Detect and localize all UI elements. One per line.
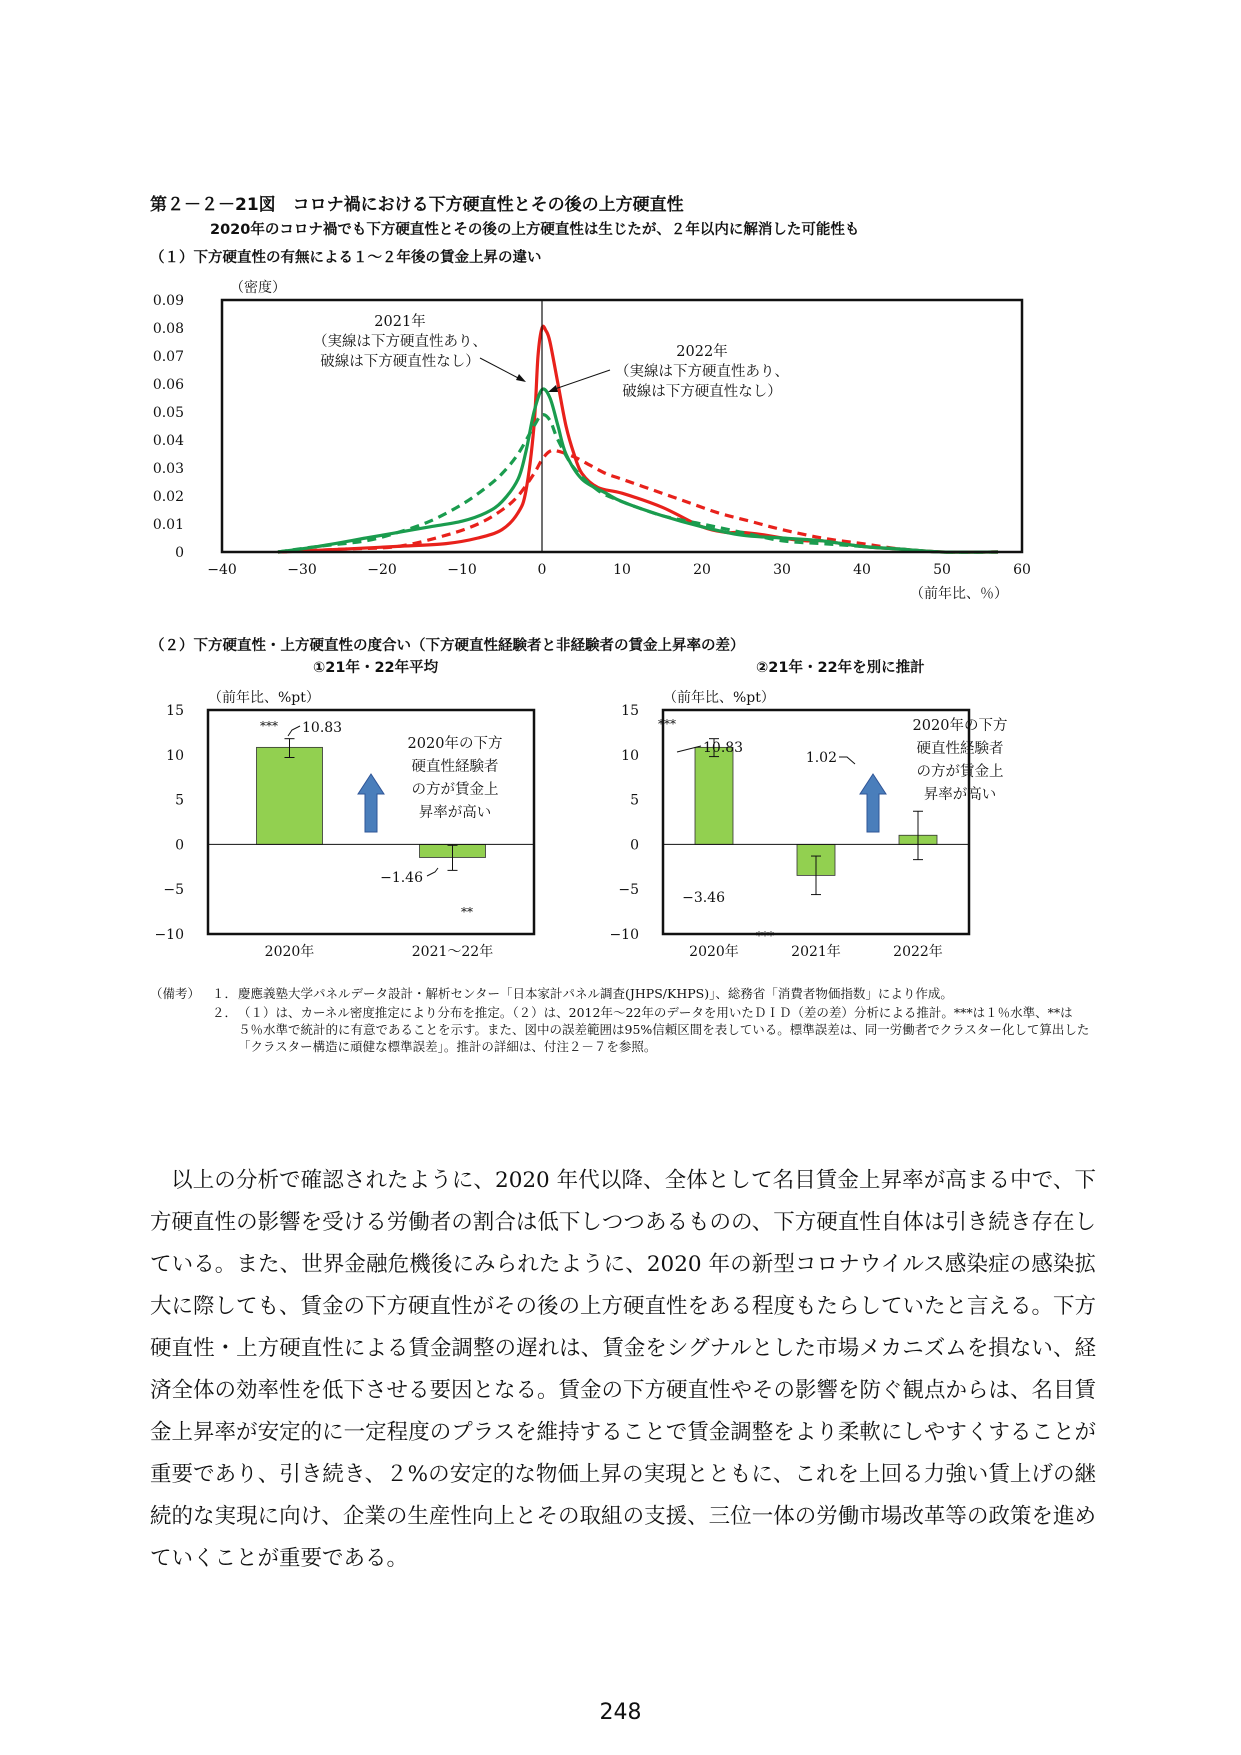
density-xlabel: （前年比、％） bbox=[910, 586, 1008, 602]
callout-left bbox=[358, 734, 502, 832]
y-tick-label: 0.06 bbox=[152, 377, 184, 393]
bar bbox=[695, 747, 733, 844]
body-paragraph: 以上の分析で確認されたように、2020 年代以降、全体として名目賃金上昇率が高まる中で、下方硬直性の影響を受ける労働者の割合は低下しつつあるものの、下方硬直性自体は引き続き存在している。また、世界金融危機後にみられたように、2020 年の新型コロナウイルス感染症の感染拡大に際しても、賃金の下方硬直性がその後の上方硬直性をある程度もたらしていたと言える。下方硬直性・上方硬直性による賃金調整の遅れは、賃金をシグナルとした市場メカニズムを損ない、経済全体の効率性を低下させる要因となる。賃金の下方硬直性やその影響を防ぐ観点からは、名目賃金上昇率が安定的に一定程度のプラスを維持することで賃金調整をより柔軟にしやすくすることが重要であり、引き続き、２%の安定的な物価上昇の実現とともに、これを上回る力強い賃上げの継続的な実現に向け、企業の生産性向上とその取組の支援、三位一体の労働市場改革等の政策を進めていくことが重要である。 bbox=[150, 1168, 1097, 1571]
svg-text:2021年: 2021年 bbox=[374, 314, 426, 330]
callout-right bbox=[860, 716, 1007, 832]
x-tick-label: 2021～22年 bbox=[411, 944, 494, 960]
value-label-leader bbox=[839, 757, 855, 764]
y-tick-label: 10 bbox=[166, 747, 184, 764]
density-series-line-2 bbox=[278, 389, 998, 552]
x-tick-label: 30 bbox=[773, 562, 791, 578]
y-tick-label: 0.04 bbox=[152, 433, 184, 449]
notes bbox=[150, 985, 1090, 1055]
value-label: 10.83 bbox=[703, 740, 744, 756]
panel2-left-title: ①21年・22年平均 bbox=[313, 660, 439, 676]
svg-text:2020年の下方: 2020年の下方 bbox=[912, 718, 1008, 734]
y-tick-label: 0.09 bbox=[152, 293, 184, 309]
annotation-2022-leader bbox=[552, 370, 610, 390]
panel2-title: （２）下方硬直性・上方硬直性の度合い（下方硬直性経験者と非経験者の賃金上昇率の差） bbox=[150, 638, 745, 654]
value-label-leader bbox=[427, 868, 438, 876]
svg-text:破線は下方硬直性なし）: 破線は下方硬直性なし） bbox=[320, 354, 480, 370]
y-tick-label: 0 bbox=[175, 837, 184, 854]
bar bbox=[257, 747, 323, 844]
y-tick-label: 5 bbox=[630, 792, 639, 809]
up-arrow-icon bbox=[358, 774, 384, 832]
y-tick-label: 0.01 bbox=[152, 517, 184, 533]
bar-right-marks bbox=[609, 703, 969, 960]
svg-text:（実線は下方硬直性あり、: （実線は下方硬直性あり、 bbox=[313, 334, 487, 350]
figure-subtitle: 2020年のコロナ禍でも下方硬直性とその後の上方硬直性は生じたが、２年以内に解消した可能性も bbox=[210, 222, 860, 238]
annotation-2022-arrowhead bbox=[548, 385, 558, 392]
x-tick-label: 50 bbox=[933, 562, 951, 578]
y-tick-label: 0.05 bbox=[152, 405, 184, 421]
svg-text:硬直性経験者: 硬直性経験者 bbox=[411, 759, 499, 775]
x-tick-label: 2020年 bbox=[689, 944, 739, 960]
y-tick-label: 15 bbox=[621, 703, 639, 719]
significance-mark: *** bbox=[658, 717, 676, 731]
annotation-2021-arrowhead bbox=[516, 374, 526, 382]
y-tick-label: 0.02 bbox=[152, 489, 184, 505]
significance-mark: ** bbox=[461, 905, 473, 919]
significance-mark: *** bbox=[260, 719, 278, 733]
y-tick-label: 0.08 bbox=[152, 321, 184, 337]
significance-mark: *** bbox=[756, 929, 774, 943]
x-tick-label: 0 bbox=[537, 562, 547, 578]
notes-label: （備考） bbox=[150, 986, 201, 1001]
density-xticks bbox=[207, 562, 1031, 578]
x-tick-label: 2021年 bbox=[791, 944, 841, 960]
y-tick-label: −10 bbox=[154, 927, 184, 943]
y-tick-label: −5 bbox=[163, 882, 184, 899]
svg-text:硬直性経験者: 硬直性経験者 bbox=[916, 741, 1004, 757]
svg-text:の方が賃金上: の方が賃金上 bbox=[916, 764, 1004, 780]
value-label: 10.83 bbox=[302, 720, 343, 736]
y-tick-label: 15 bbox=[166, 703, 184, 719]
y-tick-label: 10 bbox=[621, 747, 639, 764]
y-tick-label: 5 bbox=[175, 792, 184, 809]
note-1: （備考） １． 慶應義塾大学パネルデータ設計・解析センター「日本家計パネル調査(JHPS/KHPS)」、総務省「消費者物価指数」により作成。 bbox=[150, 986, 953, 1001]
figure-title: 第２－２－21図 コロナ禍における下方硬直性とその後の上方硬直性 bbox=[150, 195, 684, 215]
value-label: −1.46 bbox=[380, 870, 423, 886]
note-2: ２． （１）は、カーネル密度推定により分布を推定。（２）は、2012年～22年のデータを用いたＤＩＤ（差の差）分析による推計。***は１％水準、**は５％水準で統計的に有意であることを示す。また、図中の誤差範囲は95%信頼区間を表している。標準誤差は、同一労働者でクラスター化して算出した「クラスター構造に頑健な標準誤差」。推計の詳細は、付注２－７を参照。 bbox=[212, 1005, 1090, 1054]
y-tick-label: −5 bbox=[618, 882, 639, 899]
svg-text:2020年の下方: 2020年の下方 bbox=[407, 736, 503, 752]
x-tick-label: −30 bbox=[287, 562, 317, 578]
x-tick-label: 20 bbox=[693, 562, 711, 578]
x-tick-label: 40 bbox=[853, 562, 871, 578]
annotation-2021-leader bbox=[480, 358, 522, 380]
x-tick-label: −20 bbox=[367, 562, 397, 578]
bar-left-ylabel: （前年比、%pt） bbox=[208, 690, 320, 706]
up-arrow-icon bbox=[860, 774, 886, 832]
x-tick-label: 2022年 bbox=[893, 944, 943, 960]
density-series-line-3 bbox=[278, 415, 998, 553]
svg-text:破線は下方硬直性なし）: 破線は下方硬直性なし） bbox=[622, 384, 782, 400]
page-number: 248 bbox=[599, 1700, 642, 1725]
x-tick-label: 60 bbox=[1013, 562, 1031, 578]
x-tick-label: −40 bbox=[207, 562, 237, 578]
value-label: 1.02 bbox=[805, 750, 837, 766]
annotation-2022 bbox=[615, 342, 789, 400]
svg-text:（実線は下方硬直性あり、: （実線は下方硬直性あり、 bbox=[615, 364, 789, 380]
bar-right-ylabel: （前年比、%pt） bbox=[663, 690, 775, 706]
x-tick-label: 10 bbox=[613, 562, 631, 578]
y-tick-label: 0 bbox=[630, 837, 639, 854]
panel1-title: （１）下方硬直性の有無による１～２年後の賃金上昇の違い bbox=[150, 250, 542, 266]
value-label-leader bbox=[288, 726, 300, 736]
y-tick-label: 0 bbox=[175, 545, 184, 561]
x-tick-label: −10 bbox=[447, 562, 477, 578]
svg-text:昇率が高い: 昇率が高い bbox=[923, 787, 997, 803]
svg-text:昇率が高い: 昇率が高い bbox=[418, 805, 492, 821]
svg-text:の方が賃金上: の方が賃金上 bbox=[411, 782, 499, 798]
y-tick-label: −10 bbox=[609, 927, 639, 943]
x-tick-label: 2020年 bbox=[264, 944, 315, 960]
svg-text:2022年: 2022年 bbox=[676, 344, 728, 360]
density-ylabel: （密度） bbox=[230, 280, 286, 296]
y-tick-label: 0.07 bbox=[152, 349, 184, 365]
bar-chart-average bbox=[150, 680, 570, 990]
bar-chart-separate bbox=[605, 680, 1025, 990]
density-chart bbox=[150, 270, 1050, 615]
annotation-2021 bbox=[313, 312, 487, 370]
y-tick-label: 0.03 bbox=[152, 461, 184, 477]
panel2-right-title: ②21年・22年を別に推計 bbox=[756, 660, 925, 676]
density-yticks bbox=[153, 293, 184, 561]
value-label: −3.46 bbox=[682, 890, 725, 906]
